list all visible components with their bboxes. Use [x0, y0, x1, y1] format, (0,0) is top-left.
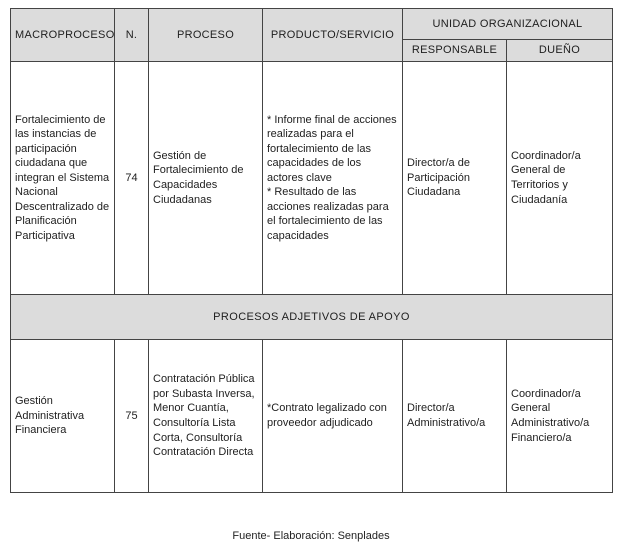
cell-responsable: Director/a Administrativo/a	[403, 340, 507, 493]
header-producto-servicio: PRODUCTO/SERVICIO	[263, 9, 403, 62]
header-number: N.	[115, 9, 149, 62]
document-page	[10, 8, 612, 542]
producto-item: * Informe final de acciones realizadas para el fortalecimiento de las capacidades de los actores clave	[267, 113, 397, 184]
cell-dueno: Coordinador/a General de Territorios y Ciudadanía	[507, 62, 613, 295]
cell-macroproceso: Gestión Administrativa Financiera	[11, 340, 115, 493]
section-title: PROCESOS ADJETIVOS DE APOYO	[11, 295, 613, 340]
header-unidad-organizacional: UNIDAD ORGANIZACIONAL	[403, 9, 613, 40]
source-caption: Fuente- Elaboración: Senplades	[232, 530, 390, 542]
table-row	[11, 62, 613, 295]
header-macroproceso: MACROPROCESO	[11, 9, 115, 62]
producto-item: * Resultado de las acciones realizadas para el fortalecimiento de las capacidades	[267, 186, 389, 242]
process-table	[10, 8, 613, 493]
cell-proceso: Gestión de Fortalecimiento de Capacidades Ciudadanas	[149, 62, 263, 295]
cell-producto: *Contrato legalizado con proveedor adjudicado	[263, 340, 403, 493]
cell-dueno: Coordinador/a General Administrativo/a Financiero/a	[507, 340, 613, 493]
table-row	[11, 340, 613, 493]
cell-macroproceso: Fortalecimiento de las instancias de participación ciudadana que integran el Sistema Nacional Descentralizado de Planificación Participativa	[11, 62, 115, 295]
header-dueno: DUEÑO	[507, 40, 613, 62]
cell-number: 75	[115, 340, 149, 493]
header-proceso: PROCESO	[149, 9, 263, 62]
cell-producto	[263, 62, 403, 295]
cell-responsable: Director/a de Participación Ciudadana	[403, 62, 507, 295]
header-responsable: RESPONSABLE	[403, 40, 507, 62]
cell-proceso: Contratación Pública por Subasta Inversa, Menor Cuantía, Consultoría Lista Corta, Consultoría Contratación Directa	[149, 340, 263, 493]
cell-number: 74	[115, 62, 149, 295]
section-row	[11, 295, 613, 340]
